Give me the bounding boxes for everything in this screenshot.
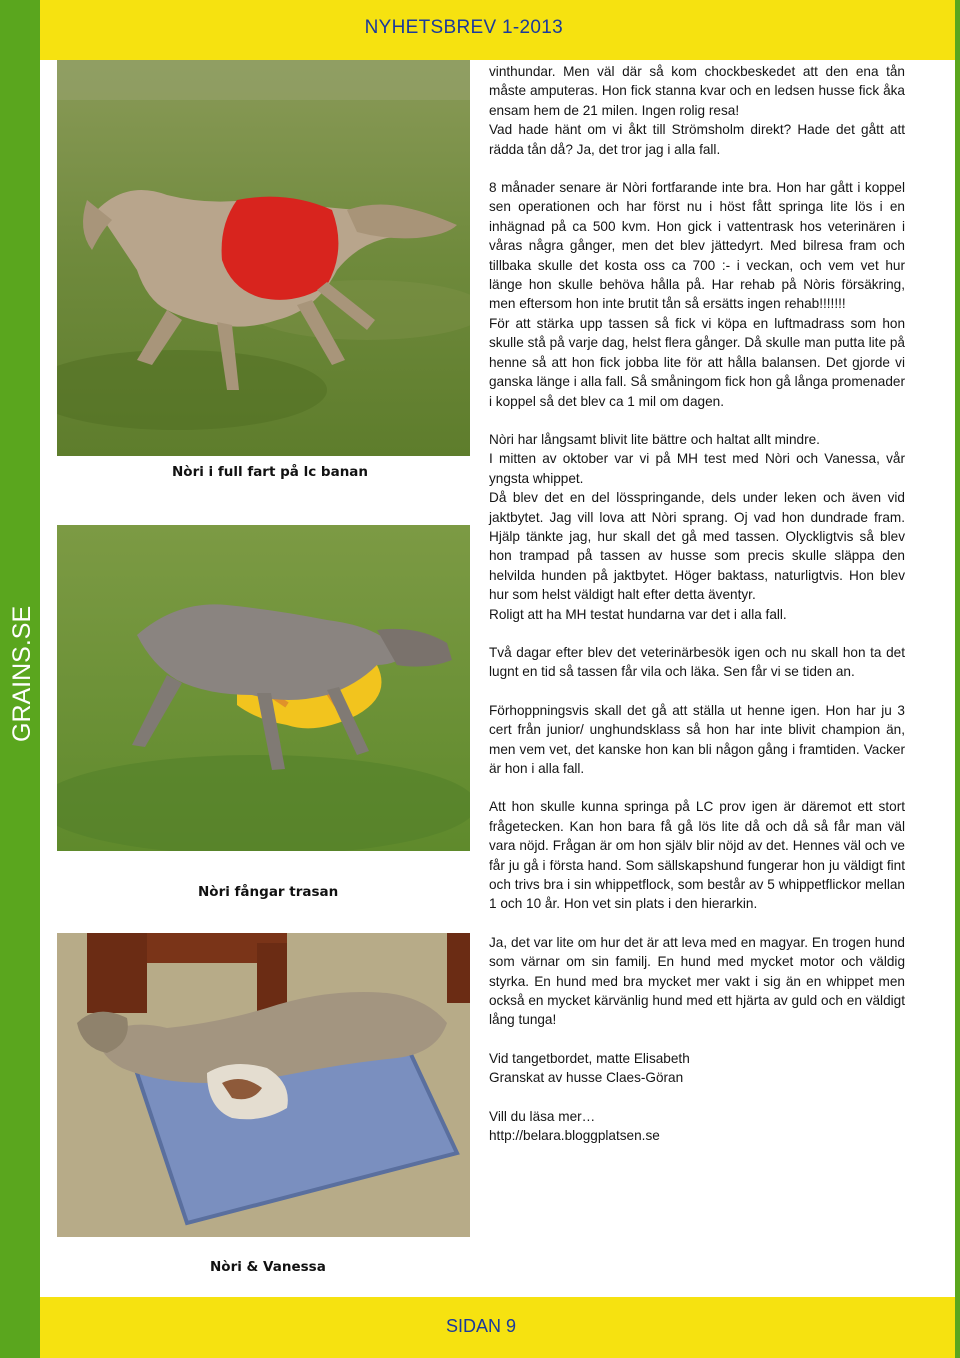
article-paragraph: Två dagar efter blev det veterinärbesök igen och nu skall hon ta det lugnt en tid så tassen får vila och läka. Sen får vi se tiden an.: [489, 644, 905, 680]
photo3-caption: Nòri & Vanessa: [210, 1259, 326, 1275]
right-border: [955, 0, 960, 1358]
article-paragraph: 8 månader senare är Nòri fortfarande inte bra. Hon har gått i koppel sen operationen och har först nu i höst fått springa lite lös i en inhägnad på ca 500 kvm. Hon gick i vattentrask hos veterinären i våras några gånger, men det blev jättedyrt. Med bilresa fram och tillbaka skulle det kosta oss ca 700 :- i veckan, och vem vet hur länge hon skulle behöva hålla på. Har rehab på Nòris försäkring, men eftersom hon inte brutit tån så ersätts ingen rehab!!!!!!! För att stärka upp tassen så fick vi köpa en luftmadrass som hon skulle stå på varje dag, helst flera gånger. Då skulle man putta lite på henne så att hon fick jobba lite för att hålla balansen. Det gjorde vi ganska länge i alla fall. Så småningom fick hon gå långa promenader i koppel så det blev ca 1 mil om dagen.: [489, 180, 905, 409]
photo-catching-lure: [57, 525, 470, 851]
side-brand-text: GRAINS.SE: [8, 605, 36, 742]
article-body: [489, 62, 905, 1146]
photo2-caption: Nòri fångar trasan: [198, 884, 339, 900]
signature: Vid tangetbordet, matte Elisabeth Granskat av husse Claes-Göran: [489, 1050, 690, 1086]
photo-dogs-resting: [57, 933, 470, 1237]
page-number: SIDAN 9: [446, 1316, 517, 1336]
article-paragraph: vinthundar. Men väl där så kom chockbeskedet att den ena tån måste amputeras. Hon fick stanna kvar och en ledsen husse fick åka ensam hem de 21 milen. Ingen rolig resa! Vad hade hänt om vi åkt till Strömsholm direkt? Hade det gått att rädda tån då? Ja, det tror jag i alla fall.: [489, 64, 905, 157]
article-paragraph: Nòri har långsamt blivit lite bättre och haltat allt mindre. I mitten av oktober var vi på MH test med Nòri och Vanessa, vår yngsta whippet. Då blev det en del lösspringande, dels under leken och även vid jaktbytet. Jag vill lova att Nòri sprang. Oj vad hon dundrade fram. Hjälp tänkte jag, hur skall det gå med tassen. Olyckligtvis så blev hon trampad på tassen av husse som precis skulle släppa den helvilda hunden på jaktbytet. Höger baktass, naturligtvis. Hon blev hur som helst väldigt halt efter detta äventyr. Roligt att ha MH testat hundarna var det i alla fall.: [489, 431, 905, 622]
article-paragraph: Förhoppningsvis skall det gå att ställa ut henne igen. Hon har ju 3 cert från junior/ unghundsklass så hon har inte blivit champion än, men vem vet, det kanske hon kan bli någon gång i framtiden. Vacker är hon i alla fall.: [489, 702, 905, 776]
photo-running-dog: [57, 60, 470, 456]
article-paragraph: Ja, det var lite om hur det är att leva med en magyar. En trogen hund som värnar om sin familj. En hund med mycket motor och väldig styrka. En hund med bra mycket mer vakt i sig än en whippet men också en mycket kärvänlig hund med ett hjärta av guld och en väldigt lång tunga!: [489, 934, 905, 1028]
newsletter-title: NYHETSBREV 1-2013: [364, 17, 563, 38]
article-paragraph: Att hon skulle kunna springa på LC prov igen är däremot ett stort frågetecken. Kan hon bara få gå lös lite då och då så får man väl vara nöjd. Frågan är om hon själv blir nöjd av det. Hennes väl och ve får ju gå i första hand. Som sällskapshund fungerar hon ju väldigt fint och trivs bra i sin whippetflock, som består av 5 whippetflickor mellan 1 och 10 år. Hon vet sin plats i den hierarkin.: [489, 799, 905, 912]
photo1-caption: Nòri i full fart på lc banan: [172, 464, 369, 480]
read-more: Vill du läsa mer… http://belara.bloggplatsen.se: [489, 1108, 660, 1144]
